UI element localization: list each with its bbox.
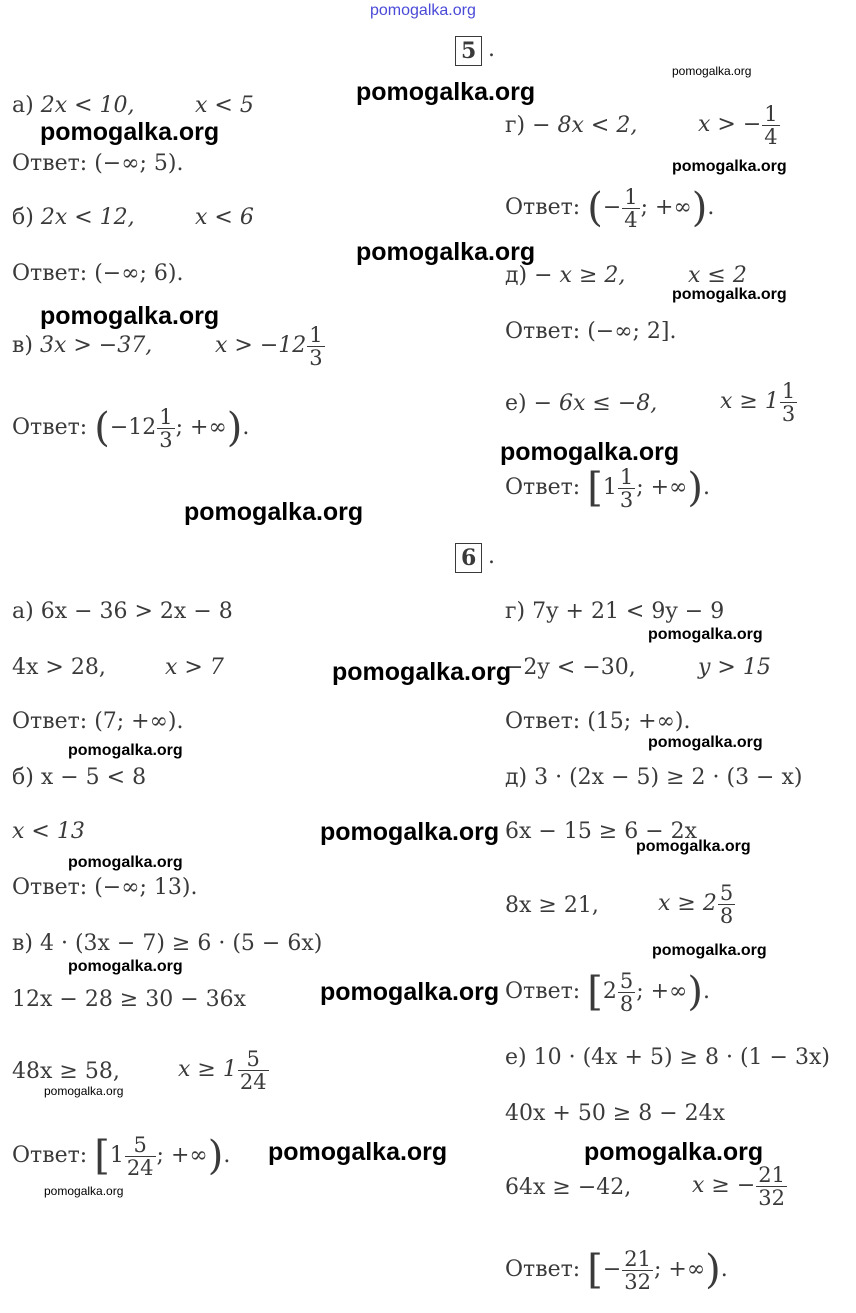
watermark: pomogalka.org <box>40 118 220 146</box>
watermark: pomogalka.org <box>40 302 220 330</box>
watermark: pomogalka.org <box>648 734 763 751</box>
watermark: pomogalka.org <box>356 78 536 106</box>
watermark: pomogalka.org <box>68 854 183 871</box>
task5-a-answer: Ответ: (−∞; 5). <box>12 151 184 176</box>
task-6-dot: . <box>488 544 495 569</box>
watermark: pomogalka.org <box>672 64 752 78</box>
task5-b-line: б) 2x < 12, <box>12 205 135 230</box>
task6-g-line2: −2y < −30, <box>505 655 636 680</box>
task6-e-line3: 64x ≥ −42, <box>505 1175 632 1200</box>
task6-g-solution: y > 15 <box>698 655 771 680</box>
task6-a-answer: Ответ: (7; +∞). <box>12 709 184 734</box>
task6-b-answer: Ответ: (−∞; 13). <box>12 875 198 900</box>
task5-a-solution: x < 5 <box>195 93 254 118</box>
fraction: $\frac{1}{3}$ <box>309 322 323 370</box>
watermark: pomogalka.org <box>68 742 183 759</box>
task-5-number: 5 <box>455 36 482 66</box>
task6-a-line2: 4x > 28, <box>12 655 106 680</box>
task6-b-line1: б) x − 5 < 8 <box>12 765 147 790</box>
task5-v-answer: Ответ: (−12 $\frac{1}{3}$ ; +∞). <box>12 404 250 452</box>
task5-g-solution: x > − $\frac{1}{4}$ <box>698 101 778 149</box>
watermark: pomogalka.org <box>652 942 767 959</box>
task6-a-solution: x > 7 <box>165 655 224 680</box>
task6-e-answer: Ответ: [− $\frac{21}{32}$ ; +∞). <box>505 1246 728 1294</box>
watermark: pomogalka.org <box>648 626 763 643</box>
task6-e-solution: x ≥ − $\frac{21}{32}$ <box>692 1162 785 1210</box>
task6-d-line1: д) 3 · (2x − 5) ≥ 2 · (3 − x) <box>505 765 803 790</box>
task6-d-answer: Ответ: [2 $\frac{5}{8}$ ; +∞). <box>505 968 710 1016</box>
task6-g-answer: Ответ: (15; +∞). <box>505 709 691 734</box>
task5-g-line: г) − 8x < 2, <box>505 113 638 138</box>
task5-a-expr: 2x < 10, <box>40 93 135 118</box>
task5-a-label: а) <box>12 93 41 118</box>
watermark-top[interactable]: pomogalka.org <box>370 2 476 19</box>
watermark: pomogalka.org <box>356 238 536 266</box>
task6-g-line1: г) 7y + 21 < 9y − 9 <box>505 599 725 624</box>
watermark: pomogalka.org <box>672 158 787 175</box>
task5-a-line <box>12 92 135 120</box>
task6-e-line1: е) 10 · (4x + 5) ≥ 8 · (1 − 3x) <box>505 1045 830 1070</box>
watermark: pomogalka.org <box>636 838 751 855</box>
task5-b-solution: x < 6 <box>195 205 254 230</box>
task5-d-line: д) − x ≥ 2, <box>505 263 626 288</box>
watermark: pomogalka.org <box>500 438 680 466</box>
watermark: pomogalka.org <box>332 658 512 686</box>
watermark: pomogalka.org <box>44 1084 124 1098</box>
task6-v-answer: Ответ: [1 $\frac{5}{24}$ ; +∞). <box>12 1132 231 1180</box>
watermark: pomogalka.org <box>672 286 787 303</box>
task6-d-line2: 6x − 15 ≥ 6 − 2x <box>505 819 698 844</box>
task-5-dot: . <box>488 37 495 62</box>
watermark: pomogalka.org <box>320 978 500 1006</box>
watermark: pomogalka.org <box>268 1138 448 1166</box>
watermark: pomogalka.org <box>584 1138 764 1166</box>
task6-b-line2: x < 13 <box>12 819 85 844</box>
task6-a-line1: а) 6x − 36 > 2x − 8 <box>12 599 233 624</box>
task5-e-solution: x ≥ 1 $\frac{1}{3}$ <box>720 378 796 426</box>
task6-v-solution: x ≥ 1 $\frac{5}{24}$ <box>178 1046 267 1094</box>
task6-d-line3: 8x ≥ 21, <box>505 893 599 918</box>
task5-d-answer: Ответ: (−∞; 2]. <box>505 319 677 344</box>
watermark: pomogalka.org <box>320 818 500 846</box>
task6-d-solution: x ≥ 2 $\frac{5}{8}$ <box>658 880 734 928</box>
watermark: pomogalka.org <box>44 1184 124 1198</box>
watermark: pomogalka.org <box>68 958 183 975</box>
task5-e-line: е) − 6x ≤ −8, <box>505 391 658 416</box>
task5-v-solution: x > −12 $\frac{1}{3}$ <box>215 322 323 370</box>
task5-g-answer: Ответ: (− $\frac{1}{4}$ ; +∞). <box>505 184 715 232</box>
watermark: pomogalka.org <box>184 498 364 526</box>
task5-b-answer: Ответ: (−∞; 6). <box>12 261 184 286</box>
task6-v-line2: 12x − 28 ≥ 30 − 36x <box>12 987 247 1012</box>
task5-d-solution: x ≤ 2 <box>688 263 747 288</box>
task6-v-line1: в) 4 · (3x − 7) ≥ 6 · (5 − 6x) <box>12 931 323 956</box>
task6-v-line3: 48x ≥ 58, <box>12 1059 120 1084</box>
task5-e-answer: Ответ: [1 $\frac{1}{3}$ ; +∞). <box>505 464 710 512</box>
task-6-number: 6 <box>455 543 482 573</box>
task5-v-line: в) 3x > −37, <box>12 333 153 358</box>
task6-e-line2: 40x + 50 ≥ 8 − 24x <box>505 1101 726 1126</box>
